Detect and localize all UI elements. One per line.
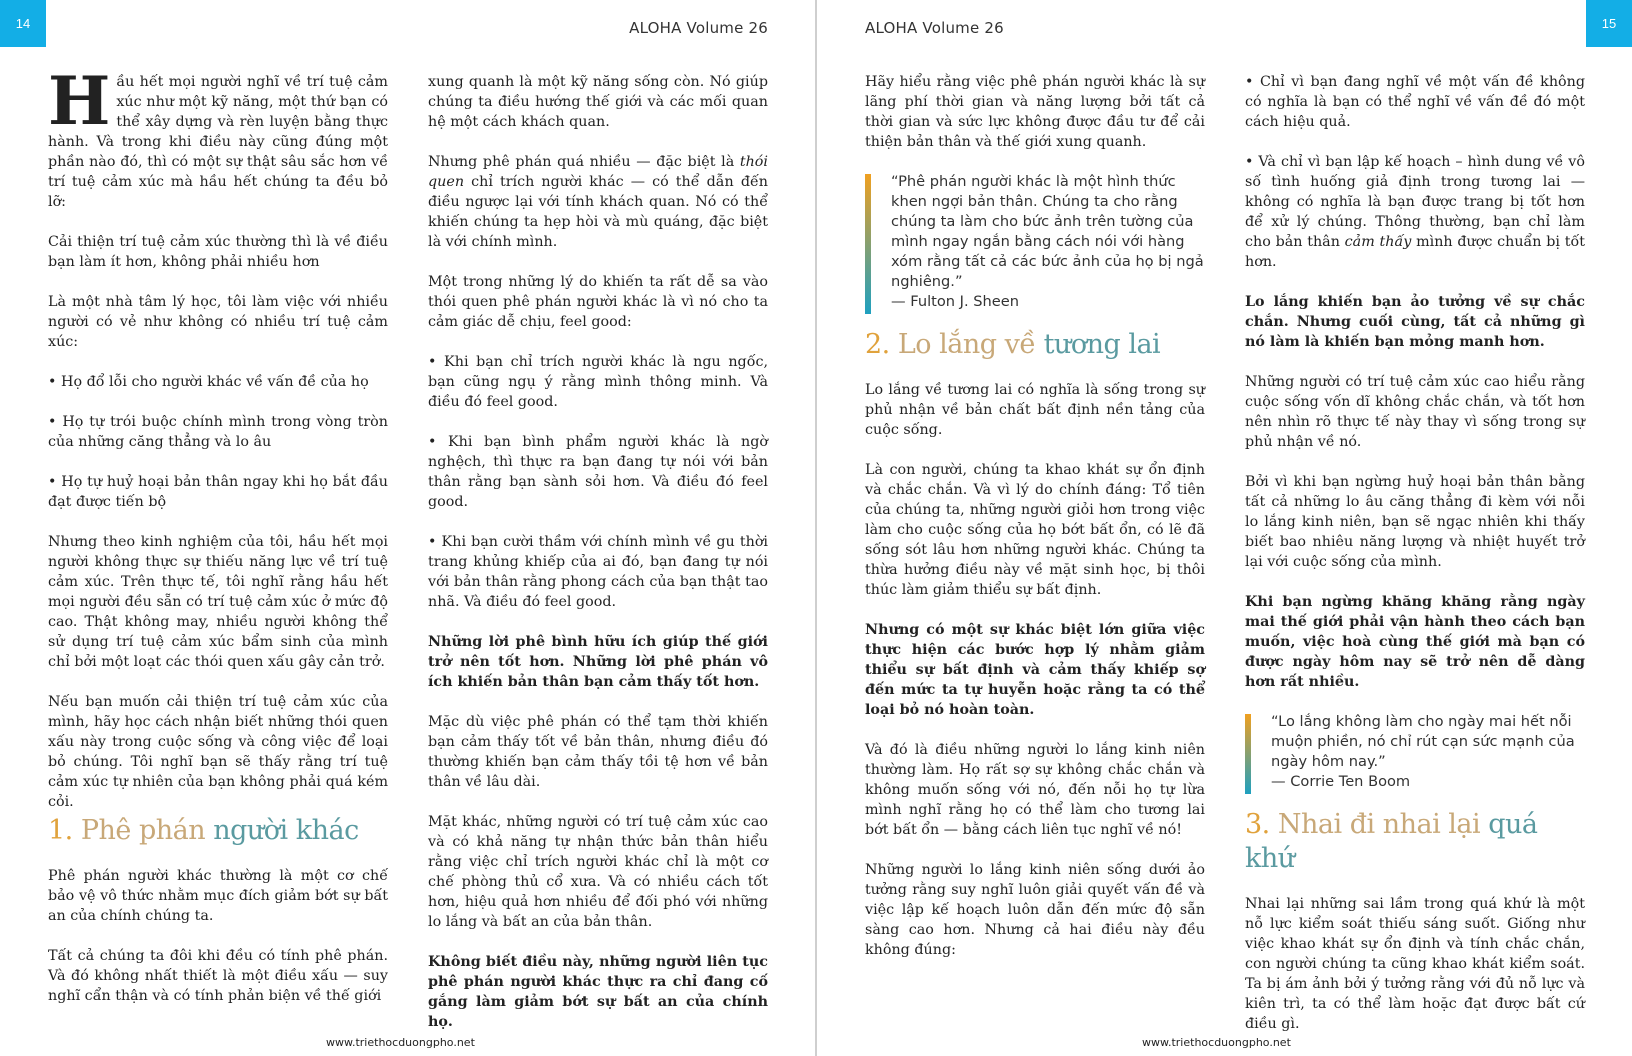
quote-author: — Fulton J. Sheen [891, 293, 1019, 310]
quote-text: “Lo lắng không làm cho ngày mai hết nỗi muộn phiền, nó chỉ rút cạn sức mạnh của ngày hôm nay.” [1271, 713, 1575, 770]
paragraph: Nhưng theo kinh nghiệm của tôi, hầu hết mọi người không thực sự thiếu năng lực về trí tuệ cảm xúc. Trên thực tế, tôi nghĩ rằng hầu hết mọi người đều sẵn có trí tuệ cảm xúc ở mức độ cao. Thật không may, nhiều người không thể sử dụng trí tuệ cảm xúc bẩm sinh của mình chỉ bởi một loạt các thói quen xấu gây cản trở. [48, 534, 388, 670]
paragraph: Hãy hiểu rằng việc phê phán người khác là sự lãng phí thời gian và năng lượng bởi tất cả thời gian và sức lực không được đầu tư để cải thiện bản thân và thế giới xung quanh. [865, 74, 1205, 150]
footer-url: www.triethocduongpho.net [326, 1036, 475, 1049]
quote-text: “Phê phán người khác là một hình thức khen ngợi bản thân. Chúng ta cho rằng chúng ta làm cho bức ảnh trên tường của mình ngay ngắn bằng cách nói với hàng xóm rằng tất cả các bức ảnh của họ bị ngả nghiêng.” [891, 173, 1204, 290]
paragraph: Và đó là điều những người lo lắng kinh niên thường làm. Họ rất sợ sự không chắc chắn và không muốn sống với nó, đến nỗi họ tự lừa mình nghĩ rằng họ có thể làm cho tương lai bớt bất ổn — bằng cách liên tục nghĩ về nó! [865, 742, 1205, 838]
paragraph: Là một nhà tâm lý học, tôi làm việc với nhiều người có vẻ như không có nhiều trí tuệ cảm xúc: [48, 294, 388, 350]
quote-bar [865, 174, 871, 314]
heading-part-1: Phê phán [80, 815, 206, 846]
pull-quote [1245, 712, 1585, 792]
paragraph: Mặc dù việc phê phán có thể tạm thời khiến bạn cảm thấy tốt về bản thân, nhưng điều đó thường khiến bạn cảm thấy tồi tệ hơn về bản thân về lâu dài. [428, 714, 768, 790]
bullet-item [1245, 152, 1585, 272]
right-page [817, 0, 1632, 1056]
text-run: mình được chuẩn bị tốt hơn. [1245, 234, 1585, 270]
paragraph: Mặt khác, những người có trí tuệ cảm xúc cao và có khả năng tự nhận thức bản thân hiểu rằng việc chỉ trích người khác chỉ là một cơ chế phòng thủ cổ xưa. Và có nhiều cách tốt hơn, hiệu quả hơn nhiều để đối phó với những lo lắng và bất an của bản thân. [428, 814, 768, 930]
paragraph: Cải thiện trí tuệ cảm xúc thường thì là về điều bạn làm ít hơn, không phải nhiều hơn [48, 234, 388, 270]
running-head: ALOHA Volume 26 [629, 19, 768, 37]
text-run: chỉ trích người khác — có thể dẫn đến điều ngược lại với tính khách quan. Nó có thể khiến chúng ta hẹp hòi và mù quáng, đặc biệt là với chính mình. [428, 174, 768, 250]
paragraph: Những người lo lắng kinh niên sống dưới ảo tưởng rằng suy nghĩ luôn giải quyết vấn đề và việc lập kế hoạch luôn dẫn đến mức độ sẵn sàng cao hơn. Nhưng cả hai điều này đều không đúng: [865, 862, 1205, 958]
italic-run: thói quen [428, 154, 768, 190]
bullet-item: • Khi bạn bình phẩm người khác là ngờ nghệch, thì thực ra bạn đang tự nói với bản thân rằng bạn sành sỏi hơn. Và điều đó feel good. [428, 434, 768, 510]
page-number: 15 [1586, 0, 1632, 47]
paragraph: Nếu bạn muốn cải thiện trí tuệ cảm xúc của mình, hãy học cách nhận biết những thói quen xấu này trong cuộc sống và công việc để loại bỏ chúng. Tôi nghĩ bạn sẽ thấy rằng trí tuệ cảm xúc tự nhiên của bạn không phải quá kém cỏi. [48, 694, 388, 810]
italic-run: cảm thấy [1344, 234, 1412, 250]
section-heading-1 [48, 814, 388, 848]
bold-paragraph: Khi bạn ngừng khăng khăng rằng ngày mai thế giới phải vận hành theo cách bạn muốn, việc hoà cùng thế giới mà bạn có được ngày hôm nay sẽ trở nên dễ dàng hơn rất nhiều. [1245, 594, 1585, 690]
column-1 [48, 62, 388, 1026]
paragraph: Tất cả chúng ta đôi khi đều có tính phê phán. Và đó không nhất thiết là một điều xấu — suy nghĩ cẩn thận và có tính phản biện về thế giới [48, 948, 388, 1004]
paragraph: Bởi vì khi bạn ngừng huỷ hoại bản thân bằng tất cả những lo âu căng thẳng đi kèm với nỗi lo lắng kinh niên, bạn sẽ ngạc nhiên khi thấy biết bao nhiêu năng lượng và nhiệt huyết trở lại với cuộc sống của mình. [1245, 474, 1585, 570]
pull-quote [865, 172, 1205, 312]
paragraph: Là con người, chúng ta khao khát sự ổn định và chắc chắn. Và vì lý do chính đáng: Tổ tiên của chúng ta, những người giỏi hơn trong việc làm cho cuộc sống của họ bớt bất ổn, có lẽ đã sống sót lâu hơn những người khác. Chúng ta thừa hưởng điều này về mặt sinh học, bị thôi thúc làm giảm thiểu sự bất định. [865, 462, 1205, 598]
column-3 [865, 72, 1205, 980]
paragraph: Nhai lại những sai lầm trong quá khứ là một nỗ lực kiểm soát thiếu sáng suốt. Giống như việc khao khát sự ổn định và tính chắc chắn, con người chúng ta cũng khao khát kiểm soát. Ta bị ám ảnh bởi ý tưởng rằng với đủ nỗ lực và kiên trì, ta có thể làm hoặc đạt được bất cứ điều gì. [1245, 896, 1585, 1032]
bullet-item: • Họ tự trói buộc chính mình trong vòng tròn của những căng thẳng và lo âu [48, 414, 388, 450]
bullet-item: • Họ tự huỷ hoại bản thân ngay khi họ bắt đầu đạt được tiến bộ [48, 474, 388, 510]
paragraph: Lo lắng về tương lai có nghĩa là sống trong sự phủ nhận về bản chất bất định nền tảng của cuộc sống. [865, 382, 1205, 438]
column-2 [428, 72, 768, 1052]
paragraph: xung quanh là một kỹ năng sống còn. Nó giúp chúng ta điều hướng thế giới và các mối quan hệ một cách khách quan. [428, 74, 768, 130]
heading-number: 3. [1245, 809, 1270, 840]
quote-bar [1245, 714, 1251, 794]
page-number: 14 [0, 0, 46, 47]
bullet-item: • Khi bạn cười thầm với chính mình về gu thời trang khủng khiếp của ai đó, bạn đang tự nói với bản thân rằng phong cách của bạn thật tao nhã. Và điều đó feel good. [428, 534, 768, 610]
column-4 [1245, 72, 1585, 1054]
bullet-item: • Chỉ vì bạn đang nghĩ về một vấn đề không có nghĩa là bạn có thể nghĩ về vấn đề đó một cách hiệu quả. [1245, 74, 1585, 130]
heading-part-2: người khác [213, 815, 359, 846]
bullet-item: • Khi bạn chỉ trích người khác là ngu ngốc, bạn cũng ngụ ý rằng mình thông minh. Và điều đó feel good. [428, 354, 768, 410]
intro-text: ầu hết mọi người nghĩ về trí tuệ cảm xúc như một kỹ năng, một thứ bạn có thể xây dựng và rèn luyện bằng thực hành. Và trong khi điều này cũng đúng một phần nào đó, thì có một sự thật sâu sắc hơn về trí tuệ cảm xúc mà hầu hết chúng ta đều bỏ lỡ: [48, 74, 388, 210]
running-head: ALOHA Volume 26 [865, 19, 1004, 37]
paragraph: Một trong những lý do khiến ta rất dễ sa vào thói quen phê phán người khác là vì nó cho ta cảm giác dễ chịu, feel good: [428, 274, 768, 330]
text-run: Nhưng phê phán quá nhiều — đặc biệt là [428, 154, 740, 170]
section-heading-3 [1245, 808, 1585, 876]
paragraph [428, 152, 768, 252]
heading-number: 2. [865, 329, 890, 360]
bold-paragraph: Nhưng có một sự khác biệt lớn giữa việc thực hiện các bước hợp lý nhằm giảm thiểu sự bất định và cảm thấy khiếp sợ đến mức ta tự huyễn hoặc rằng ta có thể loại bỏ nó hoàn toàn. [865, 622, 1205, 718]
heading-part-2: tương lai [1043, 329, 1161, 360]
bold-paragraph: Những lời phê bình hữu ích giúp thế giới trở nên tốt hơn. Những lời phê phán vô ích khiến bản thân bạn cảm thấy tốt hơn. [428, 634, 768, 690]
footer-url: www.triethocduongpho.net [1142, 1036, 1291, 1049]
heading-part-1: Nhai đi nhai lại [1277, 809, 1481, 840]
paragraph [48, 62, 388, 212]
section-heading-2 [865, 328, 1205, 362]
bold-paragraph: Lo lắng khiến bạn ảo tưởng về sự chắc chắn. Nhưng cuối cùng, tất cả những gì nó làm là khiến bạn mỏng manh hơn. [1245, 294, 1585, 350]
bold-paragraph: Không biết điều này, những người liên tục phê phán người khác thực ra chỉ đang cố gắng làm giảm bớt sự bất an của chính họ. [428, 954, 768, 1030]
heading-part-1: Lo lắng về [897, 329, 1036, 360]
left-page [0, 0, 815, 1056]
heading-part-2: quá khứ [1245, 809, 1538, 874]
paragraph: Những người có trí tuệ cảm xúc cao hiểu rằng cuộc sống vốn dĩ không chắc chắn, và tốt hơn nên nhìn rõ thực tế này thay vì sống trong sự phủ nhận về nó. [1245, 374, 1585, 450]
text-run: • Và chỉ vì bạn lập kế hoạch – hình dung về vô số tình huống giả định trong tương lai — không có nghĩa là bạn được trang bị tốt hơn để xử lý chúng. Thông thường, bạn chỉ làm cho bản thân [1245, 154, 1585, 250]
quote-author: — Corrie Ten Boom [1271, 773, 1411, 790]
paragraph: Phê phán người khác thường là một cơ chế bảo vệ vô thức nhằm mục đích giảm bớt sự bất an của chính chúng ta. [48, 868, 388, 924]
heading-number: 1. [48, 815, 73, 846]
bullet-item: • Họ đổ lỗi cho người khác về vấn đề của họ [48, 374, 369, 390]
drop-cap: H [48, 62, 111, 140]
